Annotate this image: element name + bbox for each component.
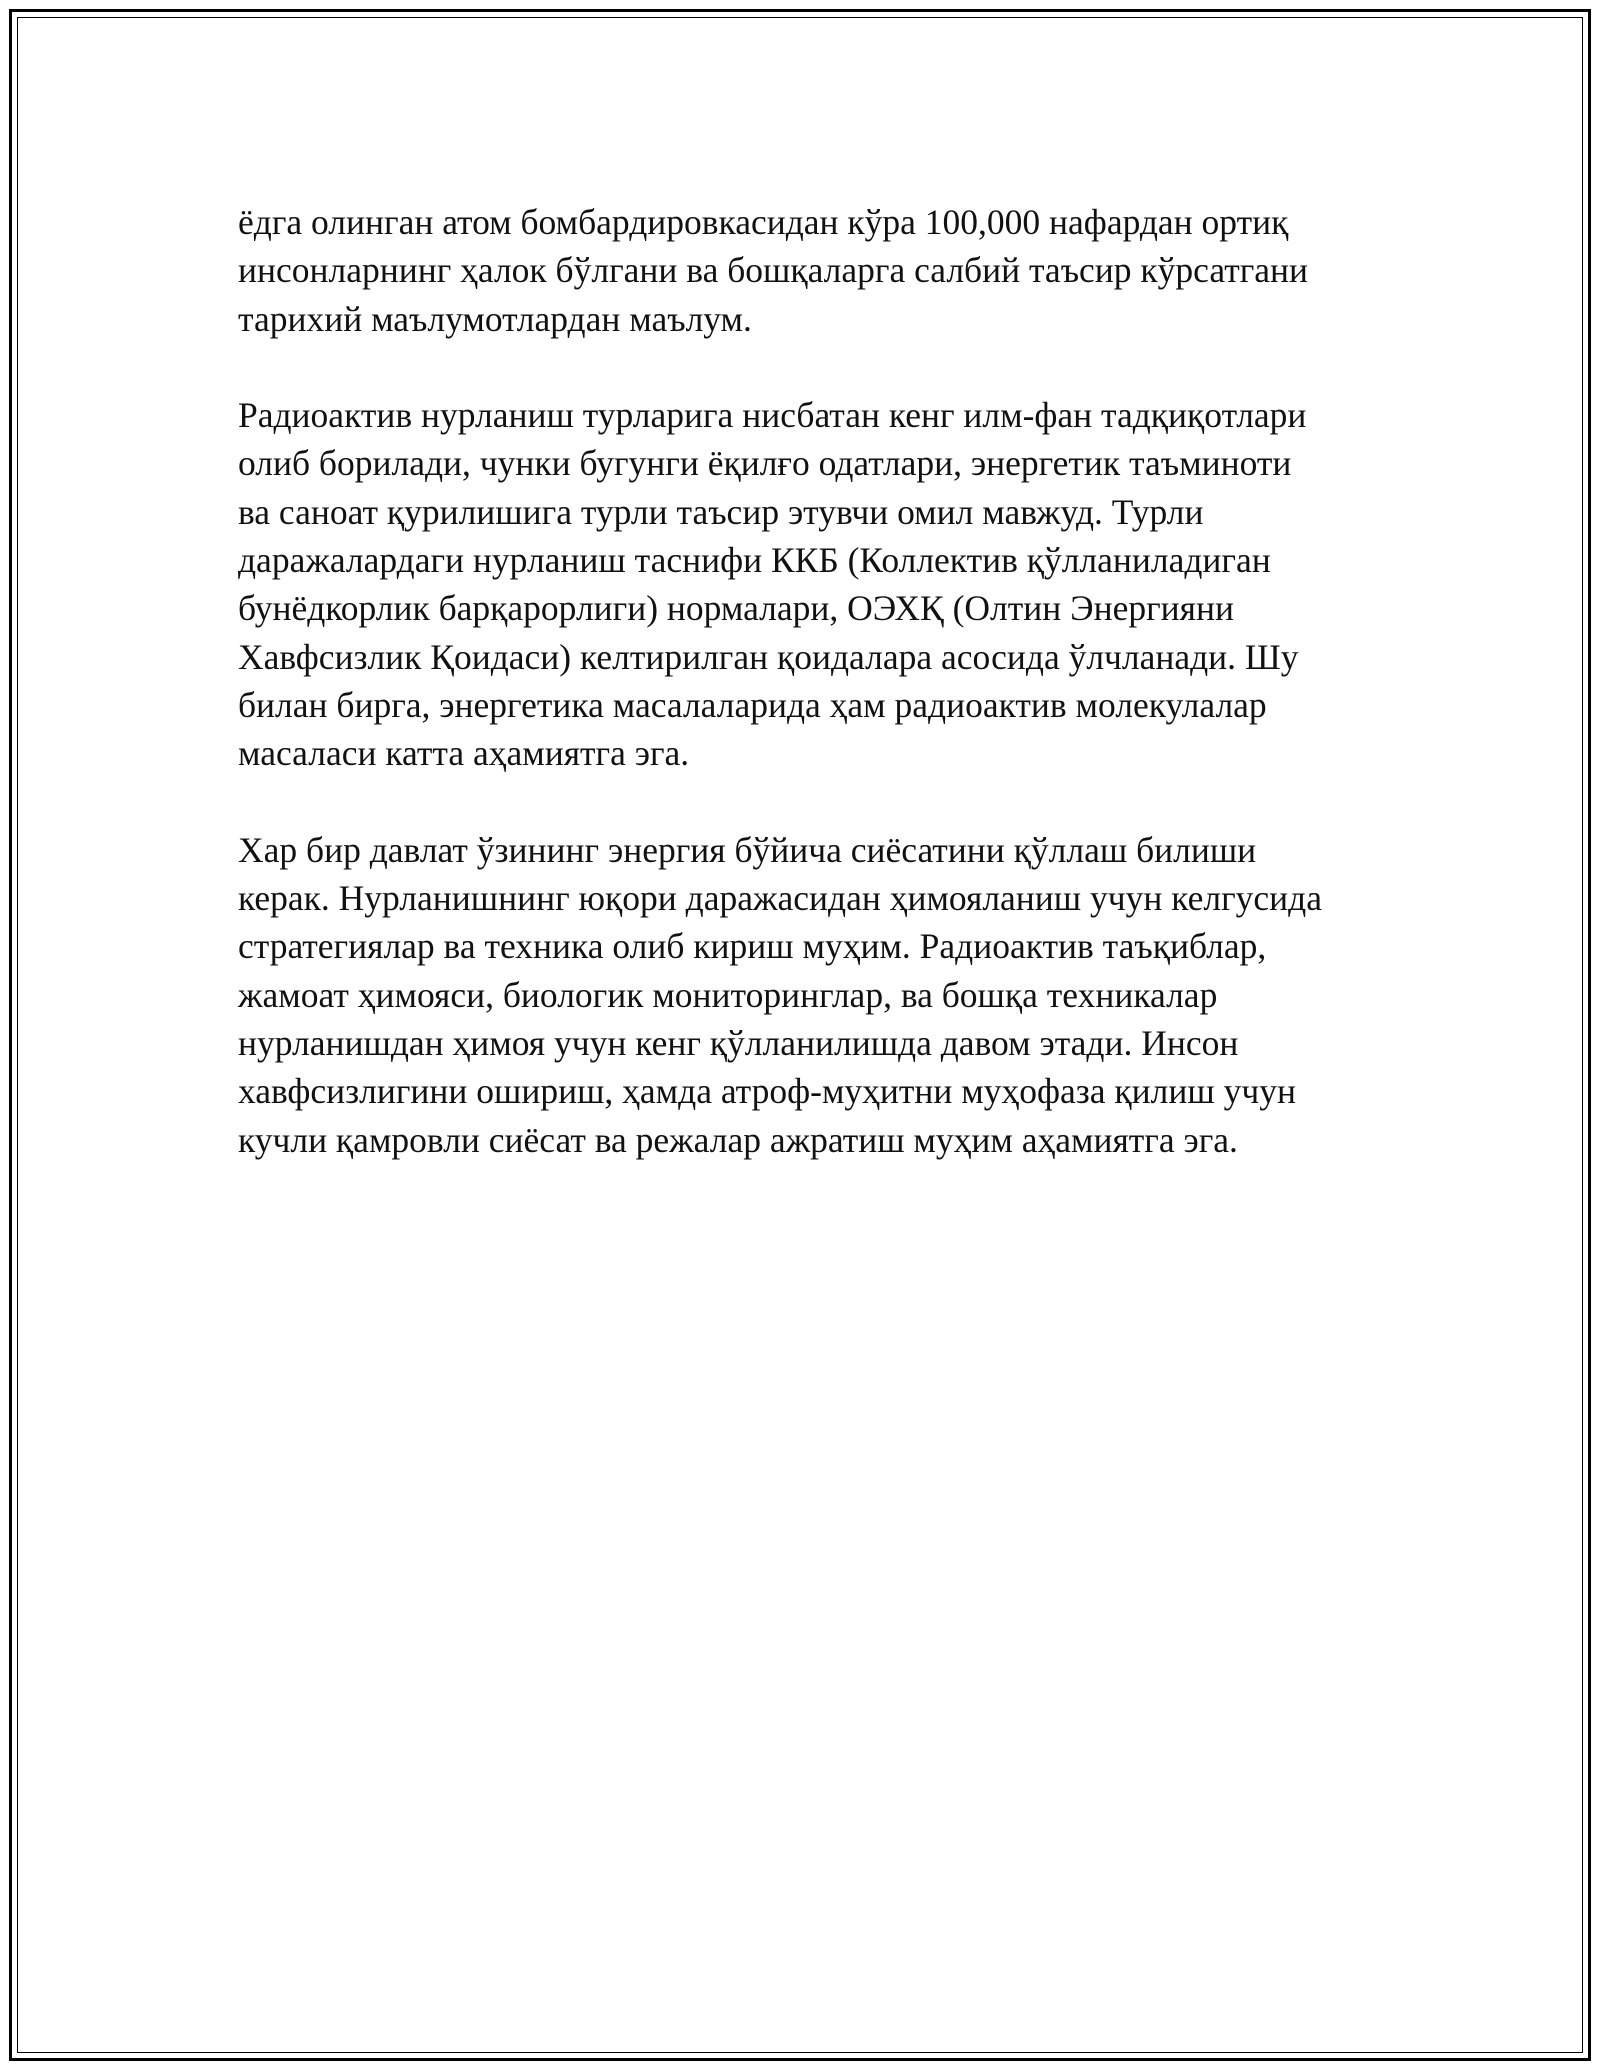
text-line: Хавфсизлик Қоидаси) келтирилган қоидалара асосида ўлчланади. Шу xyxy=(238,636,1299,677)
text-line: инсонларнинг ҳалок бўлгани ва бошқаларга салбий таъсир кўрсатгани xyxy=(238,250,1309,291)
page-frame xyxy=(9,9,1591,2061)
paragraph-2 xyxy=(238,391,1398,777)
text-line: Хар бир давлат ўзининг энергия бўйича сиёсатини қўллаш билиши xyxy=(238,829,1257,870)
text-line: ёдга олинган атом бомбардировкасидан кўра 100,000 нафардан ортиқ xyxy=(238,202,1289,242)
text-line: билан бирга, энергетика масалаларида ҳам радиоактив молекулалар xyxy=(238,684,1267,725)
text-line: нурланишдан ҳимоя учун кенг қўлланилишда давом этади. Инсон xyxy=(238,1023,1239,1064)
text-line: масаласи катта аҳамиятга эга. xyxy=(238,733,690,774)
text-line: олиб борилади, чунки бугунги ёқилғо одатлари, энергетик таъминоти xyxy=(238,443,1292,484)
paragraph-1 xyxy=(238,198,1398,343)
text-line: керак. Нурланишнинг юқори даражасидан ҳимояланиш учун келгусида xyxy=(238,878,1322,919)
text-line: Радиоактив нурланиш турларига нисбатан кенг илм-фан тадқиқотлари xyxy=(238,395,1307,436)
text-line: ва саноат қурилишига турли таъсир этувчи омил мавжуд. Турли xyxy=(238,491,1204,532)
text-line: стратегиялар ва техника олиб кириш муҳим. Радиоактив таъқиблар, xyxy=(238,926,1267,967)
text-line: бунёдкорлик барқарорлиги) нормалари, ОЭХҚ (Олтин Энергияни xyxy=(238,588,1234,629)
paragraph-3 xyxy=(238,826,1398,1164)
text-line: кучли қамровли сиёсат ва режалар ажратиш муҳим аҳамиятга эга. xyxy=(238,1119,1238,1160)
text-line: даражалардаги нурланиш таснифи ККБ (Коллектив қўлланиладиган xyxy=(238,540,1271,581)
text-line: хавфсизлигини ошириш, ҳамда атроф-муҳитни муҳофаза қилиш учун xyxy=(238,1071,1296,1112)
page-content xyxy=(238,198,1398,1164)
text-line: жамоат ҳимояси, биологик мониторинглар, ва бошқа техникалар xyxy=(238,974,1218,1015)
text-line: тарихий маълумотлардан маълум. xyxy=(238,298,752,339)
